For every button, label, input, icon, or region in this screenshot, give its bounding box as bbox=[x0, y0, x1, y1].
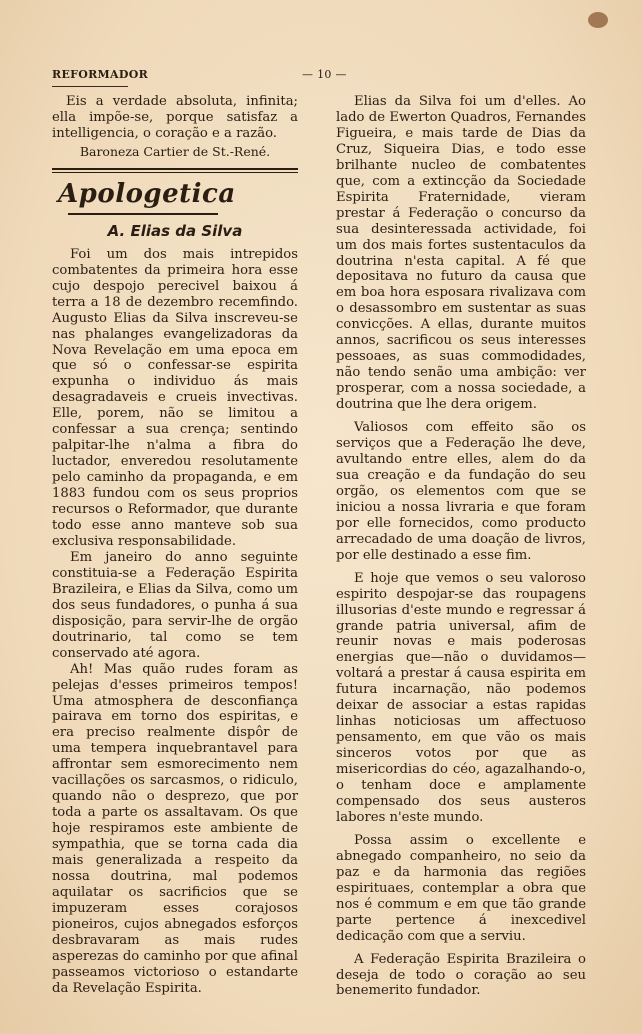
epigraph-quote: Eis a verdade absoluta, infinita; ella impõe-se, porque satisfaz a intelligencia, o coração e a razão. bbox=[52, 94, 298, 141]
article-paragraph: Elias da Silva foi um d'elles. Ao lado de Ewerton Quadros, Fernandes Figueira, e mais tarde de Dias da Cruz, Siqueira Dias, e todo esse brilhante nucleo de combatentes que, com a extincção da Sociedade Espirita Fraternidade, vieram prestar á Federação o concurso da sua desinteressada actividade, foi um dos mais fortes sustentaculos da doutrina n'esta capital. A fé que depositava no futuro da causa que em boa hora esposara rivalizava com o desassombro em sustentar as suas convicções. A ellas, durante muitos annos, sacrificou os seus interesses pessoaes, as suas commodidades, não tendo senão uma ambição: ver prosperar, com a nossa sociedade, a doutrina que lhe dera origem. bbox=[336, 94, 586, 413]
header-rule bbox=[52, 86, 128, 87]
article-paragraph: Possa assim o excellente e abnegado companheiro, no seio da paz e da harmonia das regiões espirituaes, contemplar a obra que nos é commum e em que tão grande parte pertence á inexcedivel dedicação com que a serviu. bbox=[336, 832, 586, 944]
section-title: Apologetica bbox=[58, 178, 236, 209]
section-divider-thick bbox=[52, 168, 298, 170]
article-paragraph: Ah! Mas quão rudes foram as pelejas d'esses primeiros tempos! Uma atmosphera de desconfiança pairava em torno dos espiritas, e era preciso realmente dispôr de uma tempera inquebrantavel para affrontar sem esmorecimento nem vacillações os sarcasmos, o ridiculo, quando não o desprezo, que por toda a parte os assaltavam. Os que hoje respiramos este ambiente de sympathia, que se torna cada dia mais generalizada a respeito da nossa doutrina, mal podemos aquilatar os sacrificios que se impuzeram esses corajosos pioneiros, cujos abnegados esforços desbravaram as mais rudes asperezas do caminho por que afinal passeamos victorioso o estandarte da Revelação Espirita. bbox=[52, 661, 298, 996]
article-paragraph: A Federação Espirita Brazileira o deseja de todo o coração ao seu benemerito fundador. bbox=[336, 951, 586, 999]
page-number: — 10 — bbox=[302, 68, 347, 81]
article-title: A. Elias da Silva bbox=[107, 221, 243, 240]
section-title-rule bbox=[68, 213, 218, 215]
right-column bbox=[336, 94, 586, 999]
page-header bbox=[52, 68, 594, 86]
ink-stain bbox=[588, 12, 608, 28]
article-paragraph: Em janeiro do anno seguinte constituia-se a Federação Espirita Brazileira, e Elias da Silva, como um dos seus fundadores, o punha á sua disposição, para servir-lhe de orgão doutrinario, tal como se tem conservado até agora. bbox=[52, 549, 298, 661]
article-paragraph: E hoje que vemos o seu valoroso espirito despojar-se das roupagens illusorias d'este mundo e regressar á grande patria universal, afim de reunir novas e mais poderosas energias que—não o duvidamos—voltará a prestar á causa espirita em futura incarnação, não podemos deixar de associar a estas rapidas linhas noticiosas um affectuoso pensamento, em que vão os mais sinceros votos por que as misericordias do céo, agazalhando-o, o tenham doce e amplamente compensado dos seus austeros labores n'este mundo. bbox=[336, 570, 586, 825]
article-paragraph: Foi um dos mais intrepidos combatentes da primeira hora esse cujo despojo perecivel baixou á terra a 18 de dezembro recemfindo. Augusto Elias da Silva inscreveu-se nas phalanges evangelizadoras da Nova Revelação em uma epoca em que só o confessar-se espirita expunha o individuo ás mais desagradaveis e crueis invectivas. Elle, porem, não se limitou a confessar a sua crença; sentindo palpitar-lhe n'alma a fibra do luctador, enveredou resolutamente pelo caminho da propaganda, e em 1883 fundou com os seus proprios recursos o Reformador, que durante todo esse anno manteve sob sua exclusiva responsabilidade. bbox=[52, 246, 298, 549]
running-title: REFORMADOR bbox=[52, 68, 149, 81]
left-column bbox=[52, 94, 298, 997]
article-paragraph: Valiosos com effeito são os serviços que a Federação lhe deve, avultando entre elles, alem do da sua creação e da fundação do seu orgão, os elementos com que se iniciou a nossa livraria e que foram por elle fornecidos, como producto arrecadado de uma doação de livros, por elle destinado a esse fim. bbox=[336, 420, 586, 563]
section-divider-thin bbox=[52, 172, 298, 173]
epigraph-author: Baroneza Cartier de St.-René. bbox=[79, 143, 271, 159]
